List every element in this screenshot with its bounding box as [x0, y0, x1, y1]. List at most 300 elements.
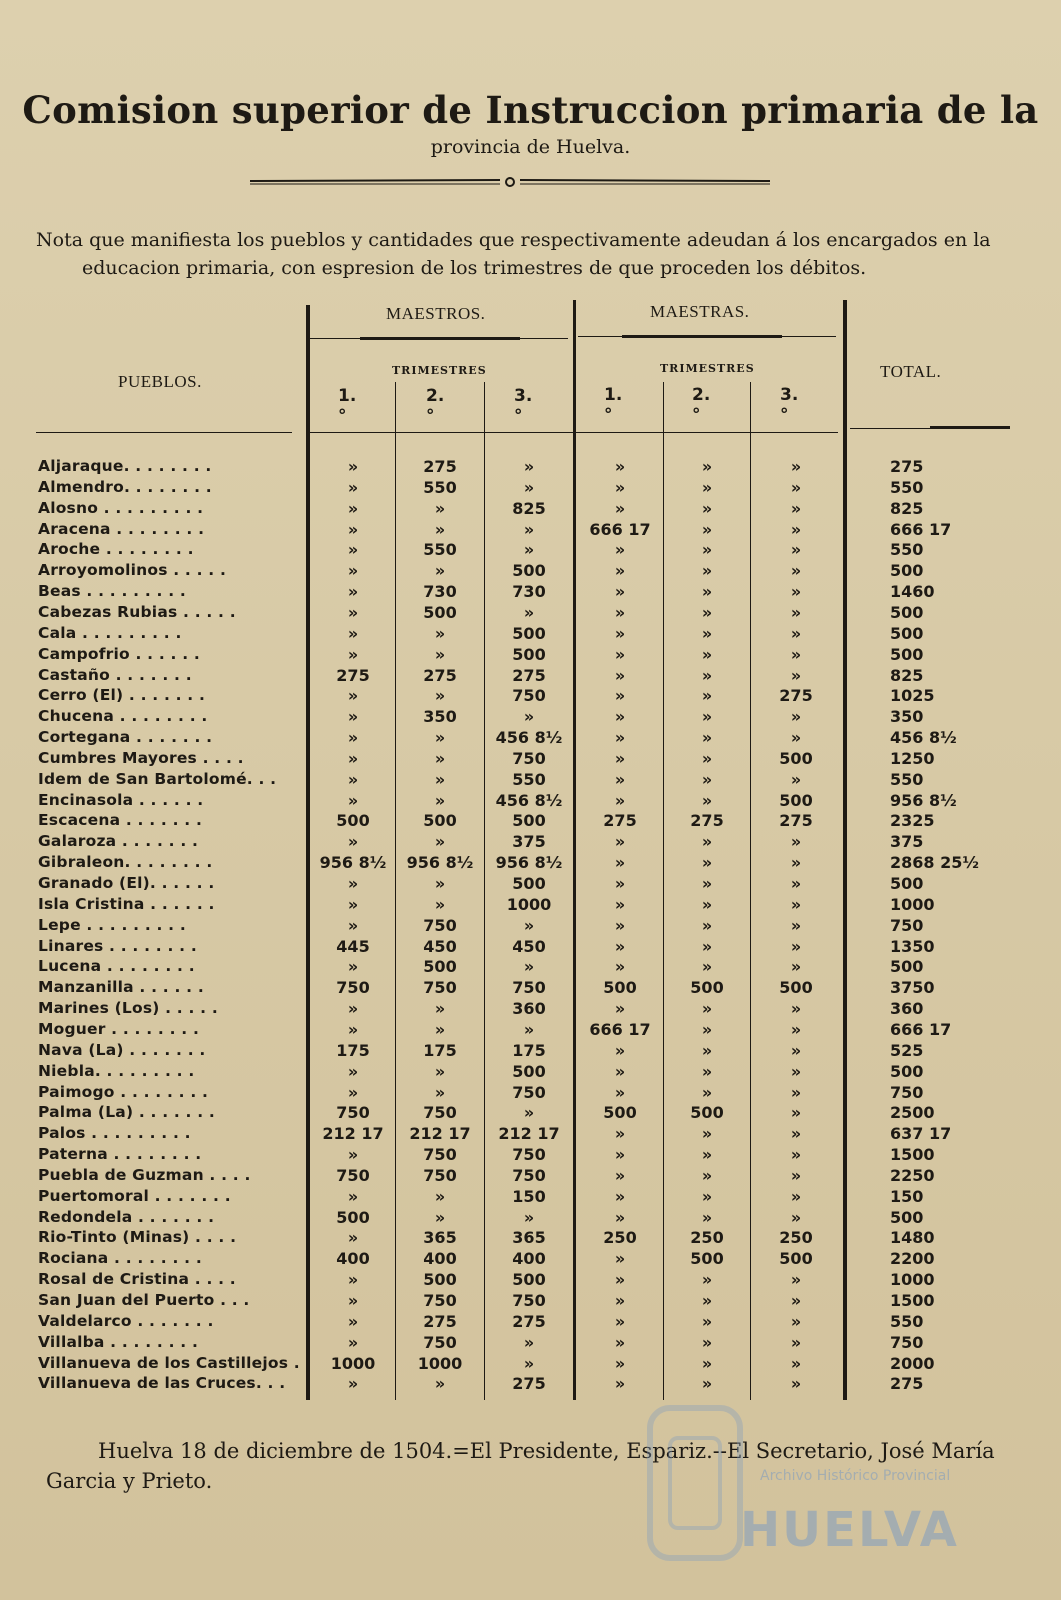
cell-total: 275 — [890, 457, 924, 476]
cell-m3: 750 — [512, 748, 546, 768]
cell-f1: » — [614, 1165, 626, 1185]
cell-total: 1000 — [890, 894, 935, 914]
cell-total: 550 — [890, 769, 924, 789]
cell-total: 1480 — [890, 1228, 935, 1248]
cell-total: 275 — [890, 1374, 924, 1394]
cell-f2: » — [701, 1353, 713, 1373]
row-pueblo-name: Idem de San Bartolomé. . . — [38, 769, 277, 788]
table-row — [0, 1333, 1061, 1354]
cell-total: 375 — [890, 832, 924, 852]
cell-total: 500 — [890, 1207, 924, 1227]
row-pueblo-name: Granado (El). . . . . . — [38, 874, 215, 892]
cell-f1: » — [614, 748, 626, 768]
cell-m2: 550 — [423, 540, 457, 560]
row-pueblo-name: Lucena . . . . . . . . — [38, 957, 195, 976]
cell-f2: » — [701, 1270, 713, 1290]
cell-m2: 500 — [423, 811, 457, 831]
intro-line-1: Nota que manifiesta los pueblos y cantidades que respectivamente adeudan á los encargados en la — [36, 229, 991, 251]
cell-f3: » — [790, 1019, 802, 1039]
cell-m2: 275 — [423, 665, 457, 685]
cell-f1: » — [614, 582, 626, 602]
cell-m1: » — [347, 1311, 359, 1331]
cell-f1: » — [614, 1061, 626, 1081]
table-row — [0, 624, 1061, 645]
table-row — [0, 520, 1061, 541]
rule-header-total-bold — [930, 426, 1010, 429]
cell-f3: » — [790, 1374, 802, 1394]
cell-total: 2250 — [890, 1165, 935, 1185]
cell-m2: » — [434, 498, 446, 518]
cell-m3: 400 — [512, 1249, 546, 1269]
cell-f2: » — [701, 936, 713, 956]
document-title: Comision superior de Instruccion primaria de la — [22, 88, 1039, 132]
cell-m2: » — [434, 874, 446, 893]
cell-f2: » — [701, 644, 713, 664]
cell-f3: » — [790, 894, 802, 914]
cell-f3: » — [790, 582, 802, 602]
cell-f3: » — [790, 519, 802, 539]
table-row — [0, 999, 1061, 1020]
table-row — [0, 957, 1061, 978]
cell-m1: 750 — [336, 978, 370, 998]
cell-m3: 500 — [512, 811, 546, 831]
cell-m1: » — [347, 582, 359, 602]
cell-m1: » — [347, 477, 359, 497]
cell-m3: 956 8½ — [495, 853, 563, 873]
cell-f3: » — [790, 1332, 802, 1352]
cell-m1: » — [347, 1019, 359, 1039]
rule-maestras-bold — [622, 335, 782, 338]
cell-f2: » — [701, 853, 713, 873]
row-pueblo-name: Cerro (El) . . . . . . . — [38, 686, 206, 705]
cell-total: 350 — [890, 707, 924, 727]
cell-total: 500 — [890, 602, 924, 622]
cell-m3: 456 8½ — [495, 790, 563, 810]
header-maestros: MAESTROS. — [386, 304, 486, 323]
cell-m3: 360 — [512, 999, 546, 1019]
table-row — [0, 811, 1061, 832]
cell-f3: » — [790, 561, 802, 581]
cell-f1: » — [614, 1374, 626, 1394]
cell-f2: » — [701, 1186, 713, 1206]
archive-stamp-icon — [640, 1388, 970, 1588]
cell-f2: » — [701, 1082, 713, 1102]
row-pueblo-name: Paterna . . . . . . . . — [38, 1145, 202, 1164]
row-pueblo-name: Paimogo . . . . . . . . — [38, 1082, 209, 1101]
cell-f2: » — [701, 1040, 713, 1060]
cell-m2: 500 — [423, 1270, 457, 1290]
rule-header-pueblos — [36, 432, 292, 433]
cell-f1: » — [614, 1353, 626, 1373]
cell-f2: » — [701, 602, 713, 622]
cell-f2: » — [701, 477, 713, 497]
cell-m2: 550 — [423, 477, 457, 497]
cell-m2: 275 — [423, 1311, 457, 1331]
cell-m2: » — [434, 1207, 446, 1227]
cell-f3: 500 — [779, 1249, 813, 1269]
row-pueblo-name: Aroche . . . . . . . . — [38, 540, 194, 559]
row-pueblo-name: Manzanilla . . . . . . — [38, 978, 204, 997]
cell-f3: » — [790, 1311, 802, 1331]
cell-m3: 375 — [512, 832, 546, 852]
cell-total: 3750 — [890, 978, 935, 998]
intro-note — [36, 226, 1026, 282]
cell-m1: 175 — [336, 1040, 370, 1060]
cell-m2: » — [434, 623, 446, 643]
cell-f3: » — [790, 457, 802, 476]
cell-f3: » — [790, 1186, 802, 1206]
cell-m3: 825 — [512, 498, 546, 518]
cell-f1: » — [614, 832, 626, 852]
cell-m1: » — [347, 915, 359, 935]
cell-m1: 400 — [336, 1249, 370, 1269]
cell-f3: » — [790, 707, 802, 727]
cell-m2: » — [434, 561, 446, 581]
row-pueblo-name: Cabezas Rubias . . . . . — [38, 602, 236, 621]
cell-total: 666 17 — [890, 519, 952, 539]
cell-f2: » — [701, 623, 713, 643]
ornament-divider-icon — [250, 176, 790, 190]
cell-m1: » — [347, 498, 359, 518]
cell-total: 500 — [890, 1061, 924, 1081]
cell-m1: 956 8½ — [319, 853, 387, 873]
table-row — [0, 1103, 1061, 1124]
cell-m2: 730 — [423, 582, 457, 602]
cell-total: 500 — [890, 561, 924, 581]
rule-maestros-bold — [360, 337, 520, 340]
cell-m2: 400 — [423, 1249, 457, 1269]
table-row — [0, 1062, 1061, 1083]
cell-f2: » — [701, 790, 713, 810]
cell-f1: » — [614, 561, 626, 581]
cell-m3: » — [523, 457, 535, 476]
header-m-q1: 1.° — [338, 386, 357, 426]
cell-f3: 500 — [779, 978, 813, 998]
row-pueblo-name: Puertomoral . . . . . . . — [38, 1186, 231, 1205]
table-row — [0, 791, 1061, 812]
row-pueblo-name: Nava (La) . . . . . . . — [38, 1040, 206, 1059]
cell-f3: » — [790, 957, 802, 977]
cell-m2: » — [434, 1019, 446, 1039]
cell-f2: » — [701, 728, 713, 748]
cell-m2: » — [434, 832, 446, 852]
cell-f1: » — [614, 540, 626, 560]
cell-m2: » — [434, 728, 446, 748]
cell-f2: » — [701, 748, 713, 768]
cell-f2: 500 — [690, 1249, 724, 1269]
cell-m1: » — [347, 1145, 359, 1165]
cell-f3: 275 — [779, 686, 813, 706]
cell-m2: 750 — [423, 1103, 457, 1123]
cell-m3: » — [523, 957, 535, 977]
cell-f3: » — [790, 874, 802, 893]
cell-total: 1350 — [890, 936, 935, 956]
cell-m3: » — [523, 519, 535, 539]
cell-m2: 750 — [423, 1332, 457, 1352]
row-pueblo-name: Cala . . . . . . . . . — [38, 623, 182, 642]
cell-f1: » — [614, 728, 626, 748]
header-f-q3: 3.° — [780, 385, 799, 425]
table-row — [0, 561, 1061, 582]
cell-m2: » — [434, 1374, 446, 1394]
cell-m3: 550 — [512, 769, 546, 789]
cell-m3: » — [523, 1207, 535, 1227]
row-pueblo-name: San Juan del Puerto . . . — [38, 1291, 250, 1309]
cell-f3: 250 — [779, 1228, 813, 1248]
cell-m3: 500 — [512, 1061, 546, 1081]
cell-m3: 500 — [512, 644, 546, 664]
cell-m1: » — [347, 1374, 359, 1394]
table-row — [0, 770, 1061, 791]
table-row — [0, 1270, 1061, 1291]
table-row — [0, 853, 1061, 874]
cell-m1: » — [347, 1332, 359, 1352]
table-row — [0, 1208, 1061, 1229]
cell-total: 750 — [890, 1082, 924, 1102]
cell-m3: 750 — [512, 1145, 546, 1165]
table-row — [0, 1228, 1061, 1249]
cell-f1: » — [614, 894, 626, 914]
cell-f1: » — [614, 498, 626, 518]
cell-m2: 450 — [423, 936, 457, 956]
table-row — [0, 1124, 1061, 1145]
cell-f2: » — [701, 832, 713, 852]
row-pueblo-name: Redondela . . . . . . . — [38, 1207, 215, 1226]
table-row — [0, 1083, 1061, 1104]
table-row — [0, 874, 1061, 895]
cell-m2: 500 — [423, 602, 457, 622]
cell-total: 456 8½ — [890, 728, 957, 748]
cell-f3: » — [790, 769, 802, 789]
table-row — [0, 540, 1061, 561]
cell-m2: » — [434, 894, 446, 914]
row-pueblo-name: Valdelarco . . . . . . . — [38, 1311, 214, 1330]
cell-m1: » — [347, 748, 359, 768]
cell-m2: 750 — [423, 915, 457, 935]
header-total: TOTAL. — [880, 362, 942, 381]
cell-f2: » — [701, 1019, 713, 1039]
cell-m1: » — [347, 832, 359, 852]
cell-f1: » — [614, 1332, 626, 1352]
cell-total: 500 — [890, 644, 924, 664]
cell-m3: 750 — [512, 978, 546, 998]
cell-f1: 666 17 — [589, 519, 651, 539]
cell-m2: » — [434, 769, 446, 789]
header-maestras: MAESTRAS. — [650, 302, 750, 321]
cell-f3: » — [790, 1082, 802, 1102]
cell-m2: » — [434, 999, 446, 1019]
cell-total: 150 — [890, 1186, 924, 1206]
table-row — [0, 645, 1061, 666]
table-row — [0, 707, 1061, 728]
cell-m3: 150 — [512, 1186, 546, 1206]
cell-m3: 275 — [512, 1374, 546, 1394]
cell-m3: 500 — [512, 874, 546, 893]
cell-f2: » — [701, 1145, 713, 1165]
cell-f2: » — [701, 957, 713, 977]
intro-line-2: educacion primaria, con espresion de los trimestres de que proceden los débitos. — [82, 257, 867, 279]
row-pueblo-name: Gibraleon. . . . . . . . — [38, 853, 213, 872]
cell-f3: » — [790, 728, 802, 748]
cell-total: 525 — [890, 1040, 924, 1060]
cell-total: 500 — [890, 623, 924, 643]
cell-f1: » — [614, 790, 626, 810]
cell-f3: » — [790, 1291, 802, 1310]
cell-total: 2868 25½ — [890, 853, 979, 873]
cell-f1: » — [614, 1291, 626, 1310]
cell-total: 1000 — [890, 1270, 935, 1290]
cell-f1: » — [614, 1186, 626, 1206]
cell-f1: » — [614, 1124, 626, 1144]
table-row — [0, 1354, 1061, 1375]
cell-m1: » — [347, 1270, 359, 1290]
cell-m3: » — [523, 915, 535, 935]
cell-f2: » — [701, 582, 713, 602]
cell-total: 550 — [890, 540, 924, 560]
cell-m1: » — [347, 561, 359, 581]
table-row — [0, 478, 1061, 499]
cell-f1: » — [614, 1249, 626, 1269]
cell-f3: 500 — [779, 790, 813, 810]
row-pueblo-name: Puebla de Guzman . . . . — [38, 1165, 251, 1184]
cell-f2: » — [701, 665, 713, 685]
row-pueblo-name: Castaño . . . . . . . — [38, 665, 192, 684]
cell-m1: » — [347, 769, 359, 789]
cell-m2: 750 — [423, 1165, 457, 1185]
cell-f1: » — [614, 874, 626, 893]
cell-f2: » — [701, 540, 713, 560]
cell-f3: » — [790, 1270, 802, 1290]
table-row — [0, 603, 1061, 624]
table-row — [0, 1249, 1061, 1270]
cell-f1: 250 — [603, 1228, 637, 1248]
cell-f3: » — [790, 853, 802, 873]
cell-m1: » — [347, 957, 359, 977]
cell-m3: 750 — [512, 1165, 546, 1185]
header-m-q3: 3.° — [514, 386, 533, 426]
cell-f3: » — [790, 1207, 802, 1227]
cell-m2: 275 — [423, 457, 457, 476]
cell-f2: » — [701, 874, 713, 893]
cell-m1: » — [347, 1061, 359, 1081]
cell-m3: 212 17 — [498, 1124, 560, 1144]
row-pueblo-name: Isla Cristina . . . . . . — [38, 894, 215, 913]
cell-m1: 500 — [336, 811, 370, 831]
cell-f3: » — [790, 665, 802, 685]
cell-f2: » — [701, 1061, 713, 1081]
cell-total: 750 — [890, 915, 924, 935]
cell-m3: 365 — [512, 1228, 546, 1248]
cell-m1: » — [347, 1186, 359, 1206]
cell-f2: » — [701, 915, 713, 935]
table-row — [0, 1020, 1061, 1041]
cell-total: 500 — [890, 957, 924, 977]
cell-m1: » — [347, 602, 359, 622]
cell-f3: » — [790, 498, 802, 518]
table-row — [0, 832, 1061, 853]
cell-f2: » — [701, 1374, 713, 1394]
table-row — [0, 1041, 1061, 1062]
cell-m2: » — [434, 519, 446, 539]
cell-m3: » — [523, 1332, 535, 1352]
cell-f3: » — [790, 1103, 802, 1123]
cell-total: 637 17 — [890, 1124, 952, 1144]
cell-f1: » — [614, 957, 626, 977]
header-m-q2: 2.° — [426, 386, 445, 426]
row-pueblo-name: Cortegana . . . . . . . — [38, 728, 213, 747]
cell-m1: » — [347, 874, 359, 893]
cell-f1: » — [614, 1082, 626, 1102]
row-pueblo-name: Escacena . . . . . . . — [38, 811, 203, 830]
header-trimestres-maestras: TRIMESTRES — [660, 362, 755, 375]
cell-m3: 1000 — [506, 894, 552, 914]
cell-m2: 365 — [423, 1228, 457, 1248]
cell-f3: » — [790, 477, 802, 497]
row-pueblo-name: Villalba . . . . . . . . — [38, 1332, 199, 1351]
cell-m1: » — [347, 1291, 359, 1310]
cell-f1: » — [614, 477, 626, 497]
cell-f1: » — [614, 457, 626, 476]
cell-f1: » — [614, 936, 626, 956]
document-subtitle: provincia de Huelva. — [430, 136, 631, 158]
cell-total: 2325 — [890, 811, 935, 831]
cell-total: 825 — [890, 498, 924, 518]
cell-f2: » — [701, 1165, 713, 1185]
row-pueblo-name: Moguer . . . . . . . . — [38, 1019, 200, 1038]
cell-total: 2500 — [890, 1103, 935, 1123]
cell-m2: » — [434, 1082, 446, 1102]
cell-m3: 275 — [512, 665, 546, 685]
cell-total: 1500 — [890, 1291, 935, 1310]
table-row — [0, 1312, 1061, 1333]
cell-f1: » — [614, 686, 626, 706]
cell-m3: 275 — [512, 1311, 546, 1331]
cell-m3: 750 — [512, 1082, 546, 1102]
row-pueblo-name: Campofrio . . . . . . — [38, 644, 200, 663]
row-pueblo-name: Palos . . . . . . . . . — [38, 1124, 191, 1143]
cell-f2: » — [701, 1291, 713, 1310]
cell-f3: » — [790, 540, 802, 560]
cell-total: 500 — [890, 874, 924, 893]
cell-m3: 500 — [512, 623, 546, 643]
cell-f2: » — [701, 707, 713, 727]
cell-m1: » — [347, 540, 359, 560]
cell-f1: » — [614, 769, 626, 789]
table-row — [0, 1291, 1061, 1312]
header-f-q1: 1.° — [604, 385, 623, 425]
cell-f1: » — [614, 853, 626, 873]
cell-f2: » — [701, 561, 713, 581]
row-pueblo-name: Linares . . . . . . . . — [38, 936, 197, 955]
cell-f1: » — [614, 602, 626, 622]
cell-m3: » — [523, 1019, 535, 1039]
cell-f3: » — [790, 1061, 802, 1081]
cell-total: 360 — [890, 999, 924, 1019]
cell-m3: 456 8½ — [495, 728, 563, 748]
row-pueblo-name: Niebla. . . . . . . . . — [38, 1061, 195, 1080]
cell-m1: » — [347, 686, 359, 706]
cell-f3: 275 — [779, 811, 813, 831]
row-pueblo-name: Rosal de Cristina . . . . — [38, 1270, 236, 1289]
cell-total: 1250 — [890, 748, 935, 768]
cell-m1: » — [347, 1228, 359, 1248]
cell-f3: » — [790, 602, 802, 622]
cell-f3: » — [790, 1165, 802, 1185]
row-pueblo-name: Villanueva de los Castillejos . — [38, 1353, 300, 1372]
cell-f3: » — [790, 623, 802, 643]
cell-m2: 956 8½ — [406, 853, 474, 873]
table-row — [0, 1166, 1061, 1187]
